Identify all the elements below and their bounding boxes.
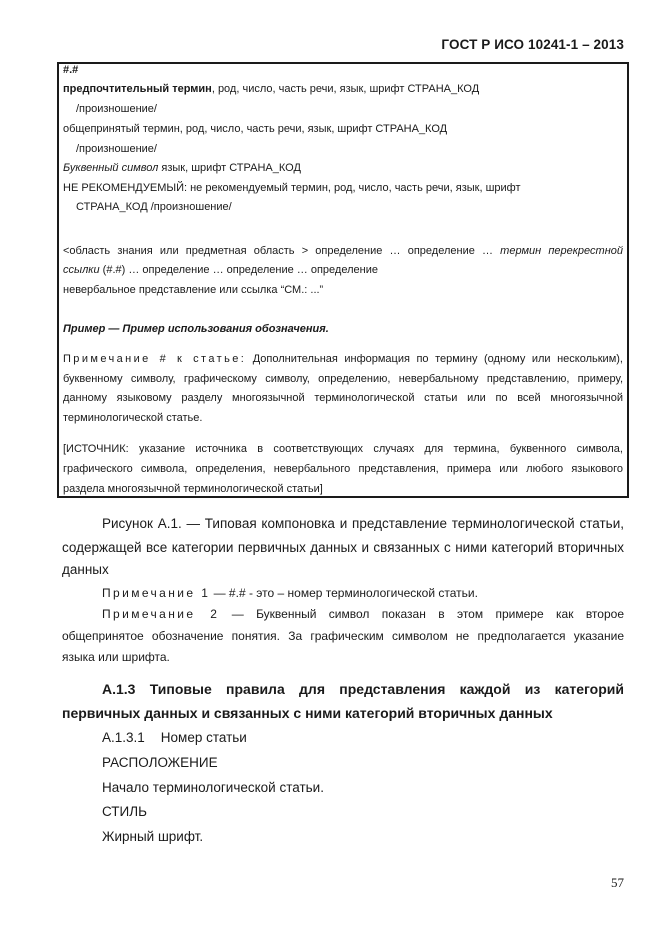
preferred-term: предпочтительный термин xyxy=(63,83,212,95)
deprecated-term-line: НЕ РЕКОМЕНДУЕМЫЙ: не рекомендуемый термин, род, число, часть речи, язык, шрифт xyxy=(63,182,521,194)
definition-line-2 xyxy=(63,263,378,277)
definition-line-1 xyxy=(63,244,623,258)
example-line: Пример — Пример использования обозначения. xyxy=(63,323,329,335)
entry-note-label: Примечание # к статье: xyxy=(63,353,247,365)
pronunciation-1: /произношение/ xyxy=(76,103,157,115)
entry-note-line-3: данному языковому разделу многоязычной терминологической статьи или по всей многоязычной xyxy=(63,392,623,404)
pronunciation-2: /произношение/ xyxy=(76,143,157,155)
figure-note-1 xyxy=(102,584,478,602)
symbol-line xyxy=(63,161,301,175)
source-line-3: раздела многоязычной терминологической статьи] xyxy=(63,483,323,495)
subsection-heading xyxy=(102,729,247,747)
section-heading-line-2: первичных данных и связанных с ними категорий вторичных данных xyxy=(62,705,553,721)
admitted-term-line: общепринятый термин, род, число, часть речи, язык, шрифт СТРАНА_КОД xyxy=(63,123,448,135)
cross-reference-term: термин перекрестной xyxy=(500,245,623,257)
cross-reference-cont: ссылки xyxy=(63,264,100,276)
placement-label: РАСПОЛОЖЕНИЕ xyxy=(102,755,218,770)
figure-caption-line-2: содержащей все категории первичных данных и связанных с ними категорий вторичных xyxy=(62,540,624,555)
source-line-1: [ИСТОЧНИК: указание источника в соответствующих случаях для термина, буквенного символа, xyxy=(63,443,623,455)
figure-caption-line-1: Рисунок А.1. — Типовая компоновка и представление терминологической статьи, xyxy=(102,516,624,531)
section-heading-line-1: А.1.3 Типовые правила для представления каждой из категорий xyxy=(102,681,624,697)
figure-note-2-line-2: общепринятое обозначение понятия. За графическим символом не предполагается указание xyxy=(62,629,624,643)
preferred-term-attributes: , род, число, часть речи, язык, шрифт СТРАНА_КОД xyxy=(211,83,480,95)
entry-note-text: Дополнительная информация по термину (одному или нескольким), xyxy=(246,353,623,365)
entry-template-box xyxy=(57,62,629,498)
definition-text: <область знания или предметная область > определение … определение … xyxy=(63,245,501,257)
deprecated-term-cont: СТРАНА_КОД /произношение/ xyxy=(76,201,232,213)
style-label: СТИЛЬ xyxy=(102,804,147,819)
figure-note-1-text: — #.# - это – номер терминологической статьи. xyxy=(210,586,478,600)
figure-note-1-label: Примечание 1 xyxy=(102,586,211,600)
style-text: Жирный шрифт. xyxy=(102,829,204,844)
figure-note-2-line-3: языка или шрифта. xyxy=(62,650,170,664)
subsection-number: А.1.3.1 xyxy=(102,730,145,745)
nonverbal-line: невербальное представление или ссылка “СМ.: ...” xyxy=(63,284,324,296)
entry-note-line-2: буквенному символу, графическому символу, определению, невербальному представлению, примеру, xyxy=(63,373,623,385)
entry-number: #.# xyxy=(63,64,79,76)
figure-note-2-label: Примечание 2 xyxy=(102,607,220,621)
symbol-label: Буквенный символ xyxy=(63,162,159,174)
subsection-title: Номер статьи xyxy=(160,730,247,745)
source-line-2: графического символа, определения, невербального представления, примера или любого языкового xyxy=(63,463,623,475)
figure-caption-line-3: данных xyxy=(62,562,109,577)
entry-note-line-4: терминологической статье. xyxy=(63,412,203,424)
figure-note-2-line-1 xyxy=(102,605,624,623)
definition-cont: (#.#) … определение … определение … определение xyxy=(99,264,378,276)
preferred-term-line xyxy=(63,82,479,96)
figure-note-2-text: — Буквенный символ показан в этом примере как второе xyxy=(219,607,624,621)
symbol-attributes: язык, шрифт СТРАНА_КОД xyxy=(158,162,301,174)
entry-note-line-1 xyxy=(63,352,623,366)
page-number: 57 xyxy=(611,875,624,890)
placement-text: Начало терминологической статьи. xyxy=(102,780,324,795)
standard-header: ГОСТ Р ИСО 10241-1 – 2013 xyxy=(441,37,624,52)
